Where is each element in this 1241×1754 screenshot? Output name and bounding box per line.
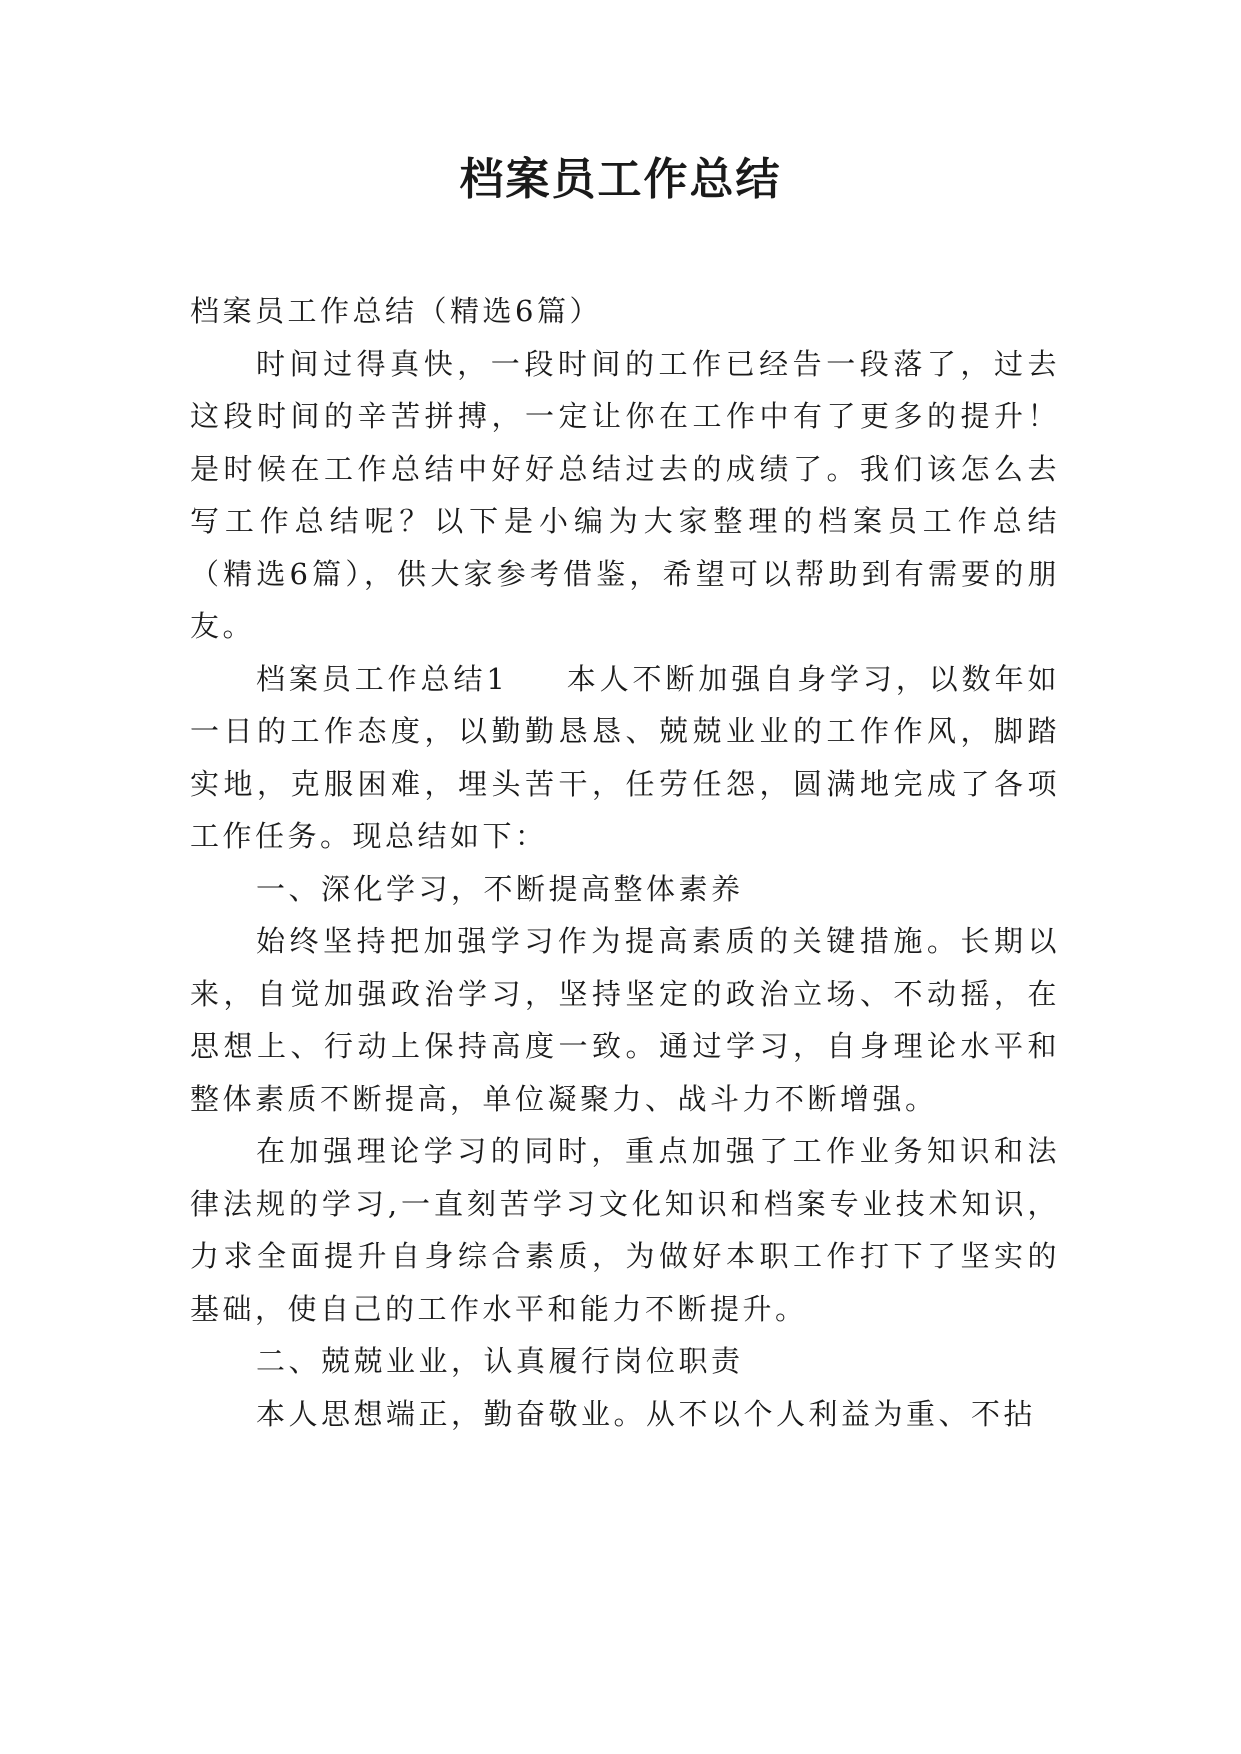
heading-two: 二、兢兢业业，认真履行岗位职责 <box>256 1344 744 1378</box>
paragraph-one-b: 在加强理论学习的同时，重点加强了工作业务知识和法律法规的学习,一直刻苦学习文化知识和档案专业技术知识，力求全面提升自身综合素质，为做好本职工作打下了坚实的基础，使自己的工作水平和能力不断提升。 <box>190 1134 1060 1326</box>
paragraph-one-a: 始终坚持把加强学习作为提高素质的关键措施。长期以来，自觉加强政治学习，坚持坚定的政治立场、不动摇，在思想上、行动上保持高度一致。通过学习，自身理论水平和整体素质不断提高，单位凝聚力、战斗力不断增强。 <box>190 924 1060 1116</box>
heading-one: 一、深化学习，不断提高整体素养 <box>256 871 744 906</box>
paragraph-two-a: 本人思想端正，勤奋敬业。从不以个人利益为重、不拈 <box>256 1396 1037 1431</box>
intro-paragraph: 时间过得真快，一段时间的工作已经告一段落了，过去这段时间的辛苦拼搏，一定让你在工作中有了更多的提升！是时候在工作总结中好好总结过去的成绩了。我们该怎么去写工作总结呢？以下是小编为大家整理的档案员工作总结（精选6篇），供大家参考借鉴，希望可以帮助到有需要的朋友。 <box>190 346 1060 643</box>
document-title: 档案员工作总结 <box>459 154 782 205</box>
document-subtitle: 档案员工作总结（精选6篇） <box>190 294 602 328</box>
section-1-heading: 档案员工作总结1 <box>256 661 509 696</box>
section-1-text: 本人不断加强自身学习，以数年如一日的工作态度，以勤勤恳恳、兢兢业业的工作作风，脚踏实地，克服困难，埋头苦干，任劳任怨，圆满地完成了各项工作任务。现总结如下： <box>190 661 1060 853</box>
document-body <box>190 285 1060 1440</box>
section-1-paragraph <box>190 653 1060 863</box>
